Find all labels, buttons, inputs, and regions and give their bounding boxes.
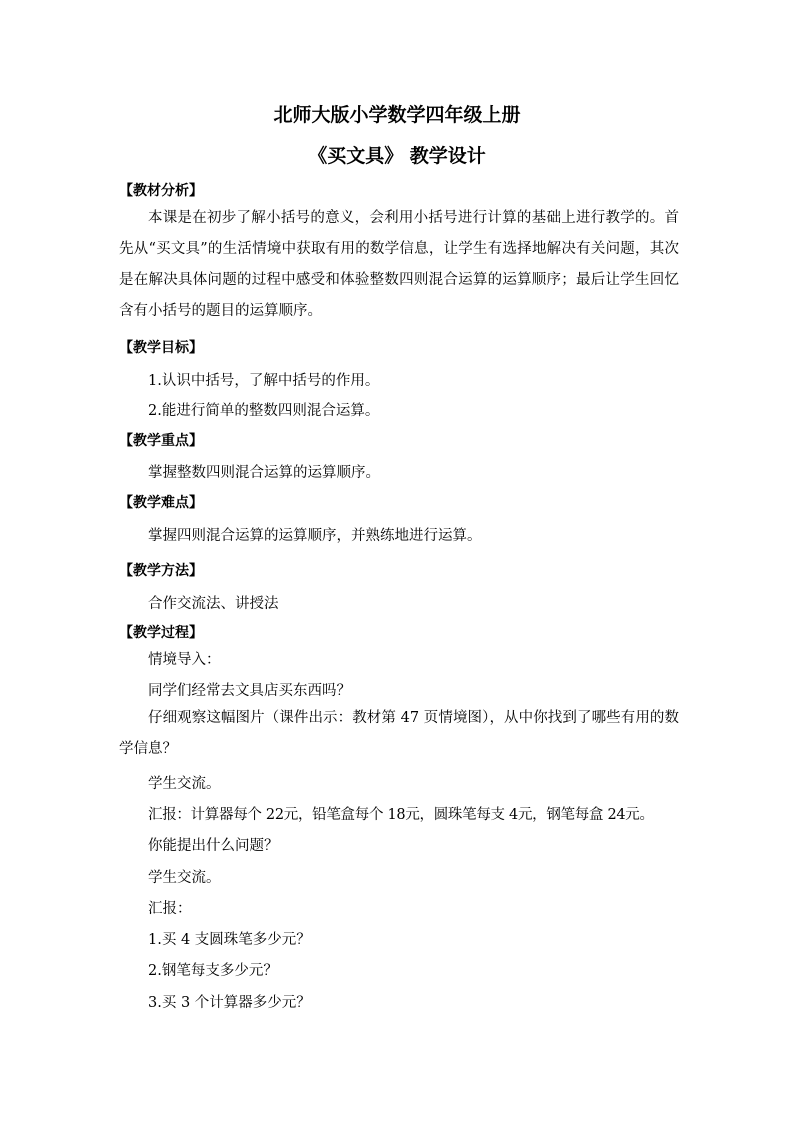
key-point-text: 掌握整数四则混合运算的运算顺序。 <box>148 465 380 481</box>
difficulty-text: 掌握四则混合运算的运算顺序，并熟练地进行运算。 <box>148 528 482 544</box>
process-line-1: 情境导入： <box>148 652 221 668</box>
document-subtitle: 《买文具》 教学设计 <box>308 145 486 167</box>
process-observe-paragraph: 仔细观察这幅图片（课件出示：教材第 47 页情境图），从中你找到了哪些有用的数学信息？ <box>119 710 679 757</box>
heading-difficulty: 【教学难点】 <box>119 495 203 511</box>
heading-analysis: 【教材分析】 <box>119 183 203 199</box>
heading-process: 【教学过程】 <box>119 625 203 641</box>
heading-methods: 【教学方法】 <box>119 563 203 579</box>
process-line-2: 同学们经常去文具店买东西吗？ <box>148 683 351 699</box>
document-title: 北师大版小学数学四年级上册 <box>273 104 521 126</box>
process-line-8: 1.买 4 支圆珠笔多少元？ <box>148 932 311 948</box>
methods-text: 合作交流法、讲授法 <box>148 596 279 612</box>
heading-goals: 【教学目标】 <box>119 340 203 356</box>
process-line-5: 你能提出什么问题？ <box>148 838 279 854</box>
goal-item-1: 1.认识中括号，了解中括号的作用。 <box>148 373 380 389</box>
goal-item-2: 2.能进行简单的整数四则混合运算。 <box>148 403 380 419</box>
process-line-3: 学生交流。 <box>148 776 221 792</box>
process-line-9: 2.钢笔每支多少元？ <box>148 963 278 979</box>
process-line-7: 汇报： <box>148 901 192 917</box>
process-line-4: 汇报：计算器每个 22元，铅笔盒每个 18元，圆珠笔每支 4元，钢笔每盒 24元。 <box>148 807 654 823</box>
heading-key-point: 【教学重点】 <box>119 433 203 449</box>
process-line-6: 学生交流。 <box>148 870 221 886</box>
process-line-10: 3.买 3 个计算器多少元？ <box>148 995 311 1011</box>
analysis-paragraph: 本课是在初步了解小括号的意义，会利用小括号进行计算的基础上进行教学的。首先从“买文具”的生活情境中获取有用的数学信息，让学生有选择地解决有关问题，其次是在解决具体问题的过程中感受和体验整数四则混合运算的运算顺序；最后让学生回忆含有小括号的题目的运算顺序。 <box>119 210 679 319</box>
